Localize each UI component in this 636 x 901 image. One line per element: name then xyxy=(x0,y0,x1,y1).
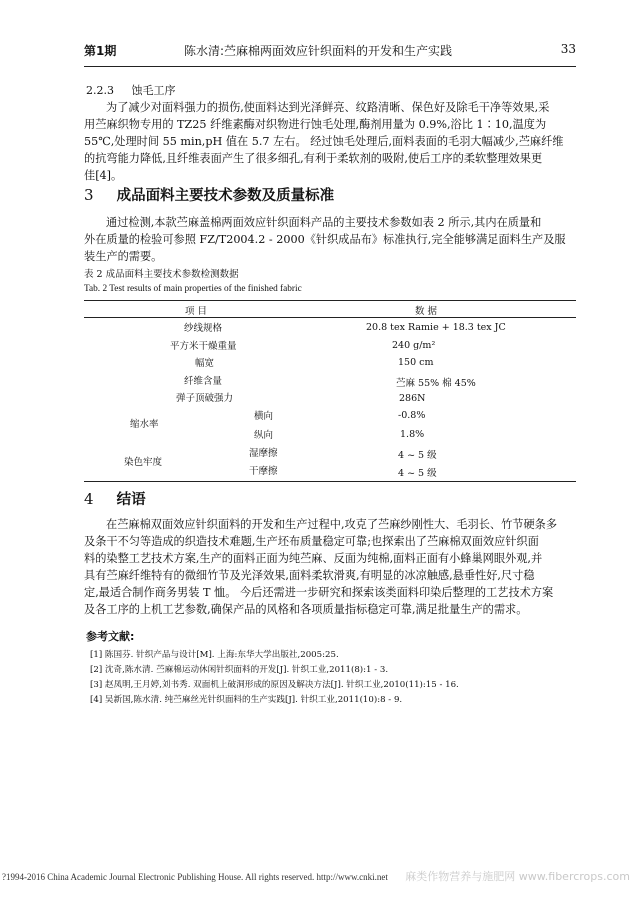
text-line: 及条干不匀等造成的织造技术难题,生产坯布质量稳定可靠;也探索出了苎麻棉双面效应针织面 xyxy=(84,535,539,548)
text-line: 具有苎麻纤维特有的微细竹节及光泽效果,面料柔软滑爽,有明显的冰凉触感,悬垂性好,尺寸稳 xyxy=(84,569,535,582)
page-header xyxy=(84,42,576,62)
text-line: 通过检测,本款苎麻盖棉两面效应针织面料产品的主要技术参数如表 2 所示,其内在质量和 xyxy=(106,216,542,229)
table-row-value: 240 g/m² xyxy=(392,340,436,351)
references-title: 参考文献: xyxy=(86,630,135,643)
table-row-item: 平方米干燥重量 xyxy=(170,341,237,352)
text-line: 55℃,处理时间 55 min,pH 值在 5.7 左右。 经过蚀毛处理后,面料表面的毛羽大幅减少,苎麻纤维 xyxy=(84,135,564,148)
text-line: 佳[4]。 xyxy=(84,169,123,182)
text-line: 的抗弯能力降低,且纤维表面产生了很多细孔,有利于柔软剂的吸附,使后工序的柔软整理效果更 xyxy=(84,152,543,165)
table-row-value: 1.8% xyxy=(400,429,425,440)
table-row-subitem: 横向 xyxy=(254,411,274,422)
table-row-value: 苎麻 55% 棉 45% xyxy=(396,378,476,389)
table-row-subitem: 干摩擦 xyxy=(249,466,278,477)
paragraph-section3 xyxy=(84,214,576,265)
table-header-data: 数 据 xyxy=(415,306,438,317)
table-row-item: 幅宽 xyxy=(195,358,215,369)
running-title: 陈水清:苎麻棉两面效应针织面料的开发和生产实践 xyxy=(184,44,453,58)
paragraph-conclusion xyxy=(84,516,576,618)
table-caption-cn: 表 2 成品面料主要技术参数检测数据 xyxy=(84,269,239,280)
subsection-title: 蚀毛工序 xyxy=(131,84,176,97)
text-line: 料的染整工艺技术方案,生产的面料正面为纯苎麻、反面为纯棉,面料正面有小蜂巢网眼外观,并 xyxy=(84,552,543,565)
table-row-value: 286N xyxy=(399,393,426,404)
reference-item: [3] 赵凤明,王月婷,刘书秀. 双面机上破洞形成的原因及解决方法[J]. 针织工业,2010(11):15 - 16. xyxy=(90,680,459,690)
table-row-item: 缩水率 xyxy=(130,419,159,430)
copyright-footer: ?1994-2016 China Academic Journal Electronic Publishing House. All rights reserved. http://www.cnki.net xyxy=(2,872,388,882)
table-header-rule xyxy=(84,317,576,318)
table-row-item: 纱线规格 xyxy=(184,323,223,334)
text-line: 外在质量的检验可参照 FZ/T2004.2 - 2000《针织成品布》标准执行,完全能够满足面料生产及服 xyxy=(84,233,566,246)
text-line: 定,最适合制作商务男装 T 恤。 今后还需进一步研究和探索该类面料印染后整理的工艺技术方案 xyxy=(84,586,554,599)
text-line: 用苎麻织物专用的 TZ25 纤维素酶对织物进行蚀毛处理,酶剂用量为 0.9%,浴比 1∶10,温度为 xyxy=(84,118,547,131)
table-top-rule xyxy=(84,300,576,301)
section-title: 结语 xyxy=(116,492,146,508)
reference-item: [1] 陈国芬. 针织产品与设计[M]. 上海:东华大学出版社,2005:25. xyxy=(90,650,339,660)
subsection-number: 2.2.3 xyxy=(86,84,114,97)
header-rule xyxy=(84,66,576,67)
table-row-value: -0.8% xyxy=(398,410,426,421)
reference-item: [4] 吴新国,陈水清. 纯苎麻丝光针织面料的生产实践[J]. 针织工业,2011(10):8 - 9. xyxy=(90,695,403,705)
table-row-value: 4 ~ 5 级 xyxy=(398,450,437,461)
section-title: 成品面料主要技术参数及质量标准 xyxy=(116,188,335,204)
paragraph-etching xyxy=(84,99,576,184)
table-row-item: 弹子顶破强力 xyxy=(176,393,234,404)
table-row-value: 150 cm xyxy=(398,357,434,368)
table-row-subitem: 湿摩擦 xyxy=(249,448,278,459)
site-watermark: 麻类作物营养与施肥网 www.fibercrops.com xyxy=(405,870,630,883)
subsection-heading xyxy=(86,82,176,98)
issue-label: 第1期 xyxy=(84,44,117,58)
section-heading xyxy=(84,488,146,509)
table-caption-en: Tab. 2 Test results of main properties of the finished fabric xyxy=(84,284,302,294)
text-line: 在苎麻棉双面效应针织面料的开发和生产过程中,攻克了苎麻纱刚性大、毛羽长、竹节硬条多 xyxy=(106,518,558,531)
reference-item: [2] 沈奇,陈水清. 苎麻棉运动休闲针织面料的开发[J]. 针织工业,2011(8):1 - 3. xyxy=(90,665,389,675)
table-row-value: 4 ~ 5 级 xyxy=(398,468,437,479)
page-number: 33 xyxy=(560,42,576,56)
text-line: 为了减少对面料强力的损伤,使面料达到光泽鲜亮、纹路清晰、保色好及除毛干净等效果,采 xyxy=(106,101,550,114)
section-number: 3 xyxy=(84,186,94,204)
text-line: 及各工序的上机工艺参数,确保产品的风格和各项质量指标稳定可靠,满足批量生产的需求。 xyxy=(84,603,528,616)
section-number: 4 xyxy=(84,490,94,508)
text-line: 装生产的需要。 xyxy=(84,250,163,263)
table-bottom-rule xyxy=(84,481,576,482)
table-header-item: 项 目 xyxy=(185,306,208,317)
table-row-value: 20.8 tex Ramie + 18.3 tex JC xyxy=(366,322,506,333)
section-heading xyxy=(84,184,334,205)
table-row-item: 纤维含量 xyxy=(184,376,223,387)
table-row-item: 染色牢度 xyxy=(124,457,163,468)
table-row-subitem: 纵向 xyxy=(254,430,274,441)
